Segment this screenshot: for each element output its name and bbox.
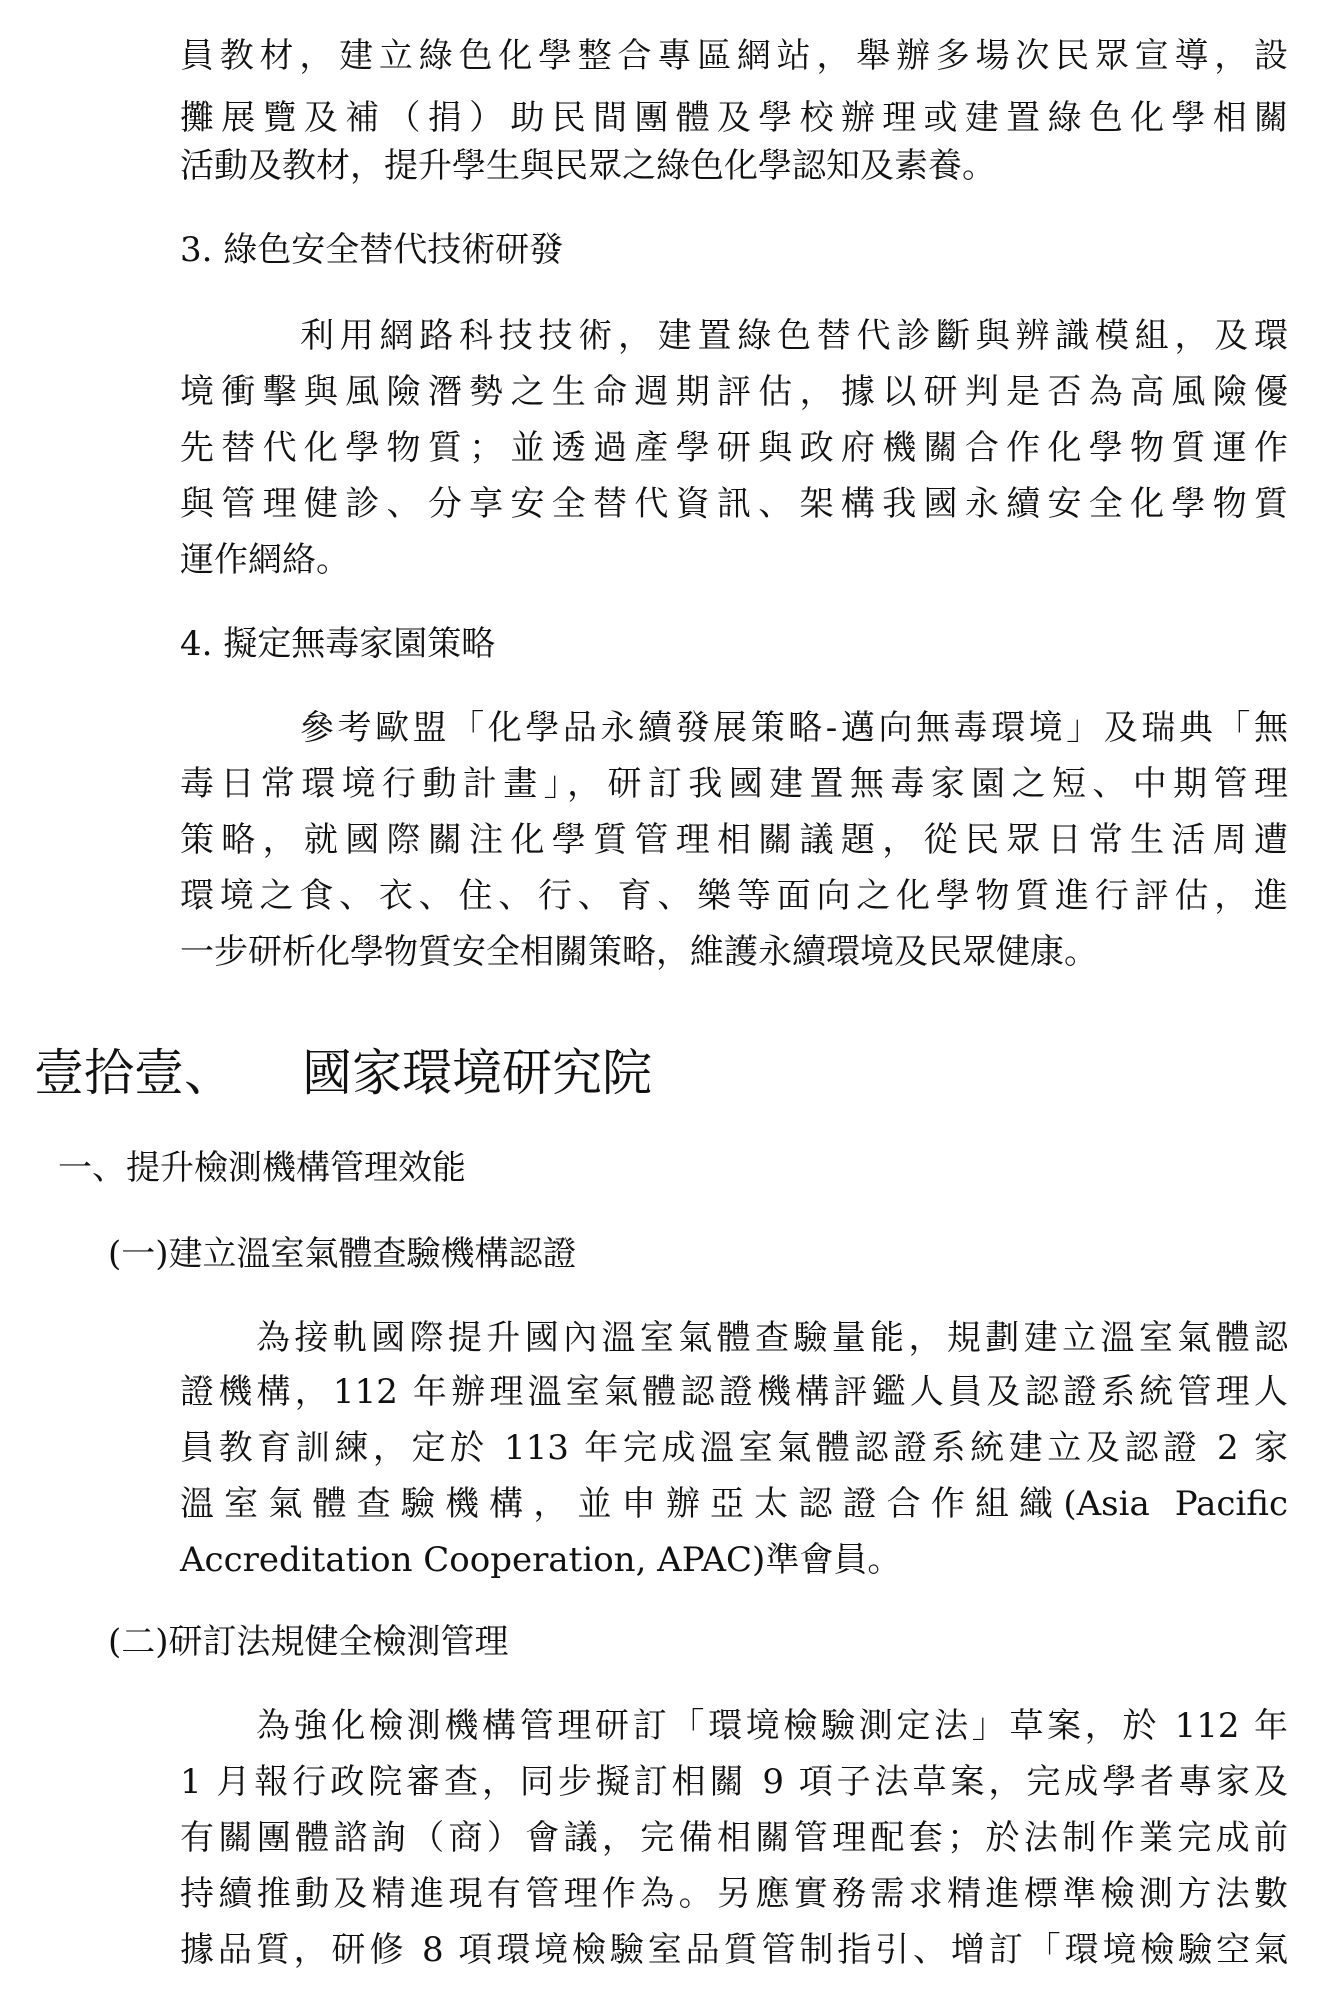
paragraph-line: 員教材，建立綠色化學整合專區網站，舉辦多場次民眾宣導，設 (180, 36, 1288, 76)
paragraph-line: 參考歐盟「化學品永續發展策略-邁向無毒環境」及瑞典「無 (300, 708, 1288, 748)
paragraph-line: 環境之食、衣、住、行、育、樂等面向之化學物質進行評估，進 (180, 876, 1288, 916)
paragraph-line: 為接軌國際提升國內溫室氣體查驗量能，規劃建立溫室氣體認 (256, 1318, 1288, 1358)
paragraph-line: 攤展覽及補（捐）助民間團體及學校辦理或建置綠色化學相關 (180, 98, 1288, 138)
paragraph-line: 利用網路科技技術，建置綠色替代診斷與辨識模組，及環 (300, 316, 1288, 356)
item-4-title: 4. 擬定無毒家園策略 (180, 624, 496, 664)
paragraph-line: 運作網絡。 (180, 540, 350, 580)
paragraph-line: 毒日常環境行動計畫」，研訂我國建置無毒家園之短、中期管理 (180, 764, 1288, 804)
chapter-number: 壹拾壹、 (34, 1044, 234, 1102)
item-3-title: 3. 綠色安全替代技術研發 (180, 230, 564, 270)
paragraph-line: 1 月報行政院審查，同步擬訂相關 9 項子法草案，完成學者專家及 (180, 1762, 1288, 1802)
section-title: 一、提升檢測機構管理效能 (58, 1148, 466, 1188)
paragraph-line: 證機構，112 年辦理溫室氣體認證機構評鑑人員及認證系統管理人 (180, 1372, 1288, 1412)
paragraph-line: 一步研析化學物質安全相關策略，維護永續環境及民眾健康。 (180, 932, 1098, 972)
paragraph-line: 活動及教材，提升學生與民眾之綠色化學認知及素養。 (180, 146, 996, 186)
paragraph-line: 員教育訓練，定於 113 年完成溫室氣體認證系統建立及認證 2 家 (180, 1428, 1288, 1468)
chapter-title: 國家環境研究院 (302, 1044, 652, 1102)
paragraph-line: 與管理健診、分享安全替代資訊、架構我國永續安全化學物質 (180, 484, 1288, 524)
subsection-1-title: (一)建立溫室氣體查驗機構認證 (108, 1234, 577, 1274)
paragraph-line: 境衝擊與風險潛勢之生命週期評估，據以研判是否為高風險優 (180, 372, 1288, 412)
paragraph-line: 據品質，研修 8 項環境檢驗室品質管制指引、增訂「環境檢驗空氣 (180, 1930, 1288, 1970)
subsection-2-title: (二)研訂法規健全檢測管理 (108, 1622, 509, 1662)
paragraph-line: 為強化檢測機構管理研訂「環境檢驗測定法」草案，於 112 年 (256, 1706, 1288, 1746)
paragraph-line: Accreditation Cooperation, APAC)準會員。 (180, 1540, 902, 1580)
paragraph-line: 溫室氣體查驗機構，並申辦亞太認證合作組織(Asia Pacific (180, 1484, 1288, 1524)
paragraph-line: 有關團體諮詢（商）會議，完備相關管理配套；於法制作業完成前 (180, 1818, 1288, 1858)
chapter-heading (34, 1038, 652, 1108)
paragraph-line: 持續推動及精進現有管理作為。另應實務需求精進標準檢測方法數 (180, 1874, 1288, 1914)
paragraph-line: 先替代化學物質；並透過產學研與政府機關合作化學物質運作 (180, 428, 1288, 468)
paragraph-line: 策略，就國際關注化學質管理相關議題，從民眾日常生活周遭 (180, 820, 1288, 860)
